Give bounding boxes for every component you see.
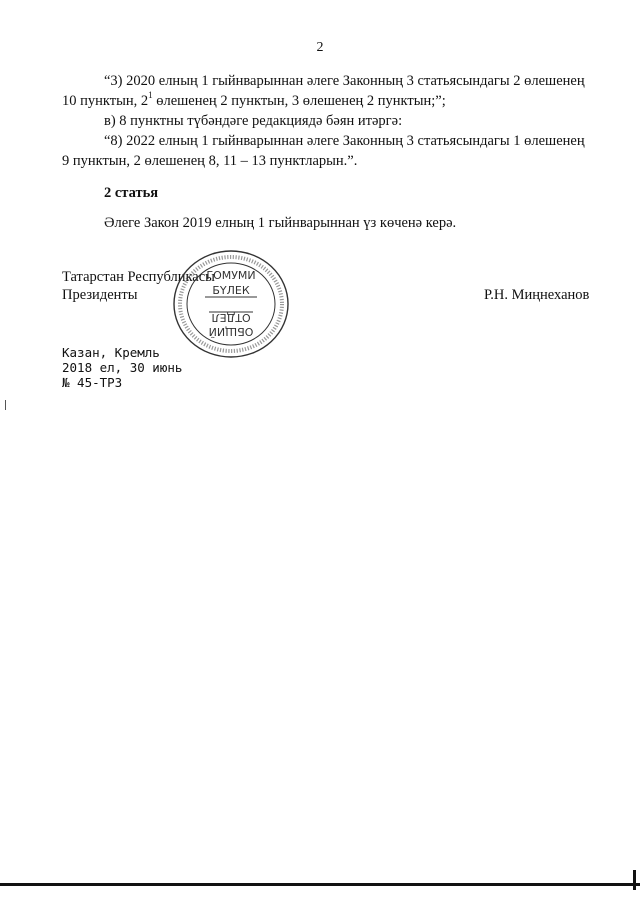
body-line-2-text: 10 пунктын, 2 — [62, 93, 149, 109]
scan-border-bottom — [0, 883, 640, 886]
body-line-1: “3) 2020 елның 1 гыйнварыннан әлеге Законның 3 статьясындагы 2 өлешенең — [104, 73, 585, 89]
body-line-2-rest: өлешенең 2 пунктын, 3 өлешенең 2 пунктын;”; — [152, 93, 446, 109]
stamp-text-4: ОБЩИЙ — [208, 325, 254, 338]
official-seal-stamp — [171, 248, 291, 360]
superscript: 1 — [148, 90, 153, 101]
footer-number: № 45-ТРЗ — [62, 375, 123, 390]
scan-speck — [5, 400, 6, 410]
stamp-text-1: ГОМУМИ — [206, 269, 256, 282]
body-line-2 — [62, 92, 446, 110]
article-text: Әлеге Закон 2019 елның 1 гыйнварыннан үз көченә керә. — [104, 215, 457, 231]
body-line-5: 9 пунктын, 2 өлешенең 8, 11 – 13 пунктларын.”. — [62, 153, 358, 169]
stamp-text-2: БҮЛЕК — [212, 284, 250, 297]
scan-border-right — [633, 870, 636, 890]
footer-date: 2018 ел, 30 июнь — [62, 360, 183, 375]
footer-block — [62, 345, 182, 390]
article-heading: 2 статья — [104, 185, 159, 201]
body-line-4: “8) 2022 елның 1 гыйнварыннан әлеге Законның 3 статьясындагы 1 өлешенең — [104, 133, 585, 149]
signatory-name: Р.Н. Миңнеханов — [484, 287, 590, 303]
signatory-title-2: Президенты — [62, 287, 138, 303]
signatory-title-1: Татарстан Республикасы — [62, 269, 215, 285]
footer-place: Казан, Кремль — [62, 345, 160, 360]
page-number: 2 — [316, 40, 324, 55]
body-line-3: в) 8 пунктны түбәндәге редакциядә бәян итәргә: — [104, 113, 403, 129]
stamp-text-3: ОТДЕЛ — [211, 311, 251, 324]
